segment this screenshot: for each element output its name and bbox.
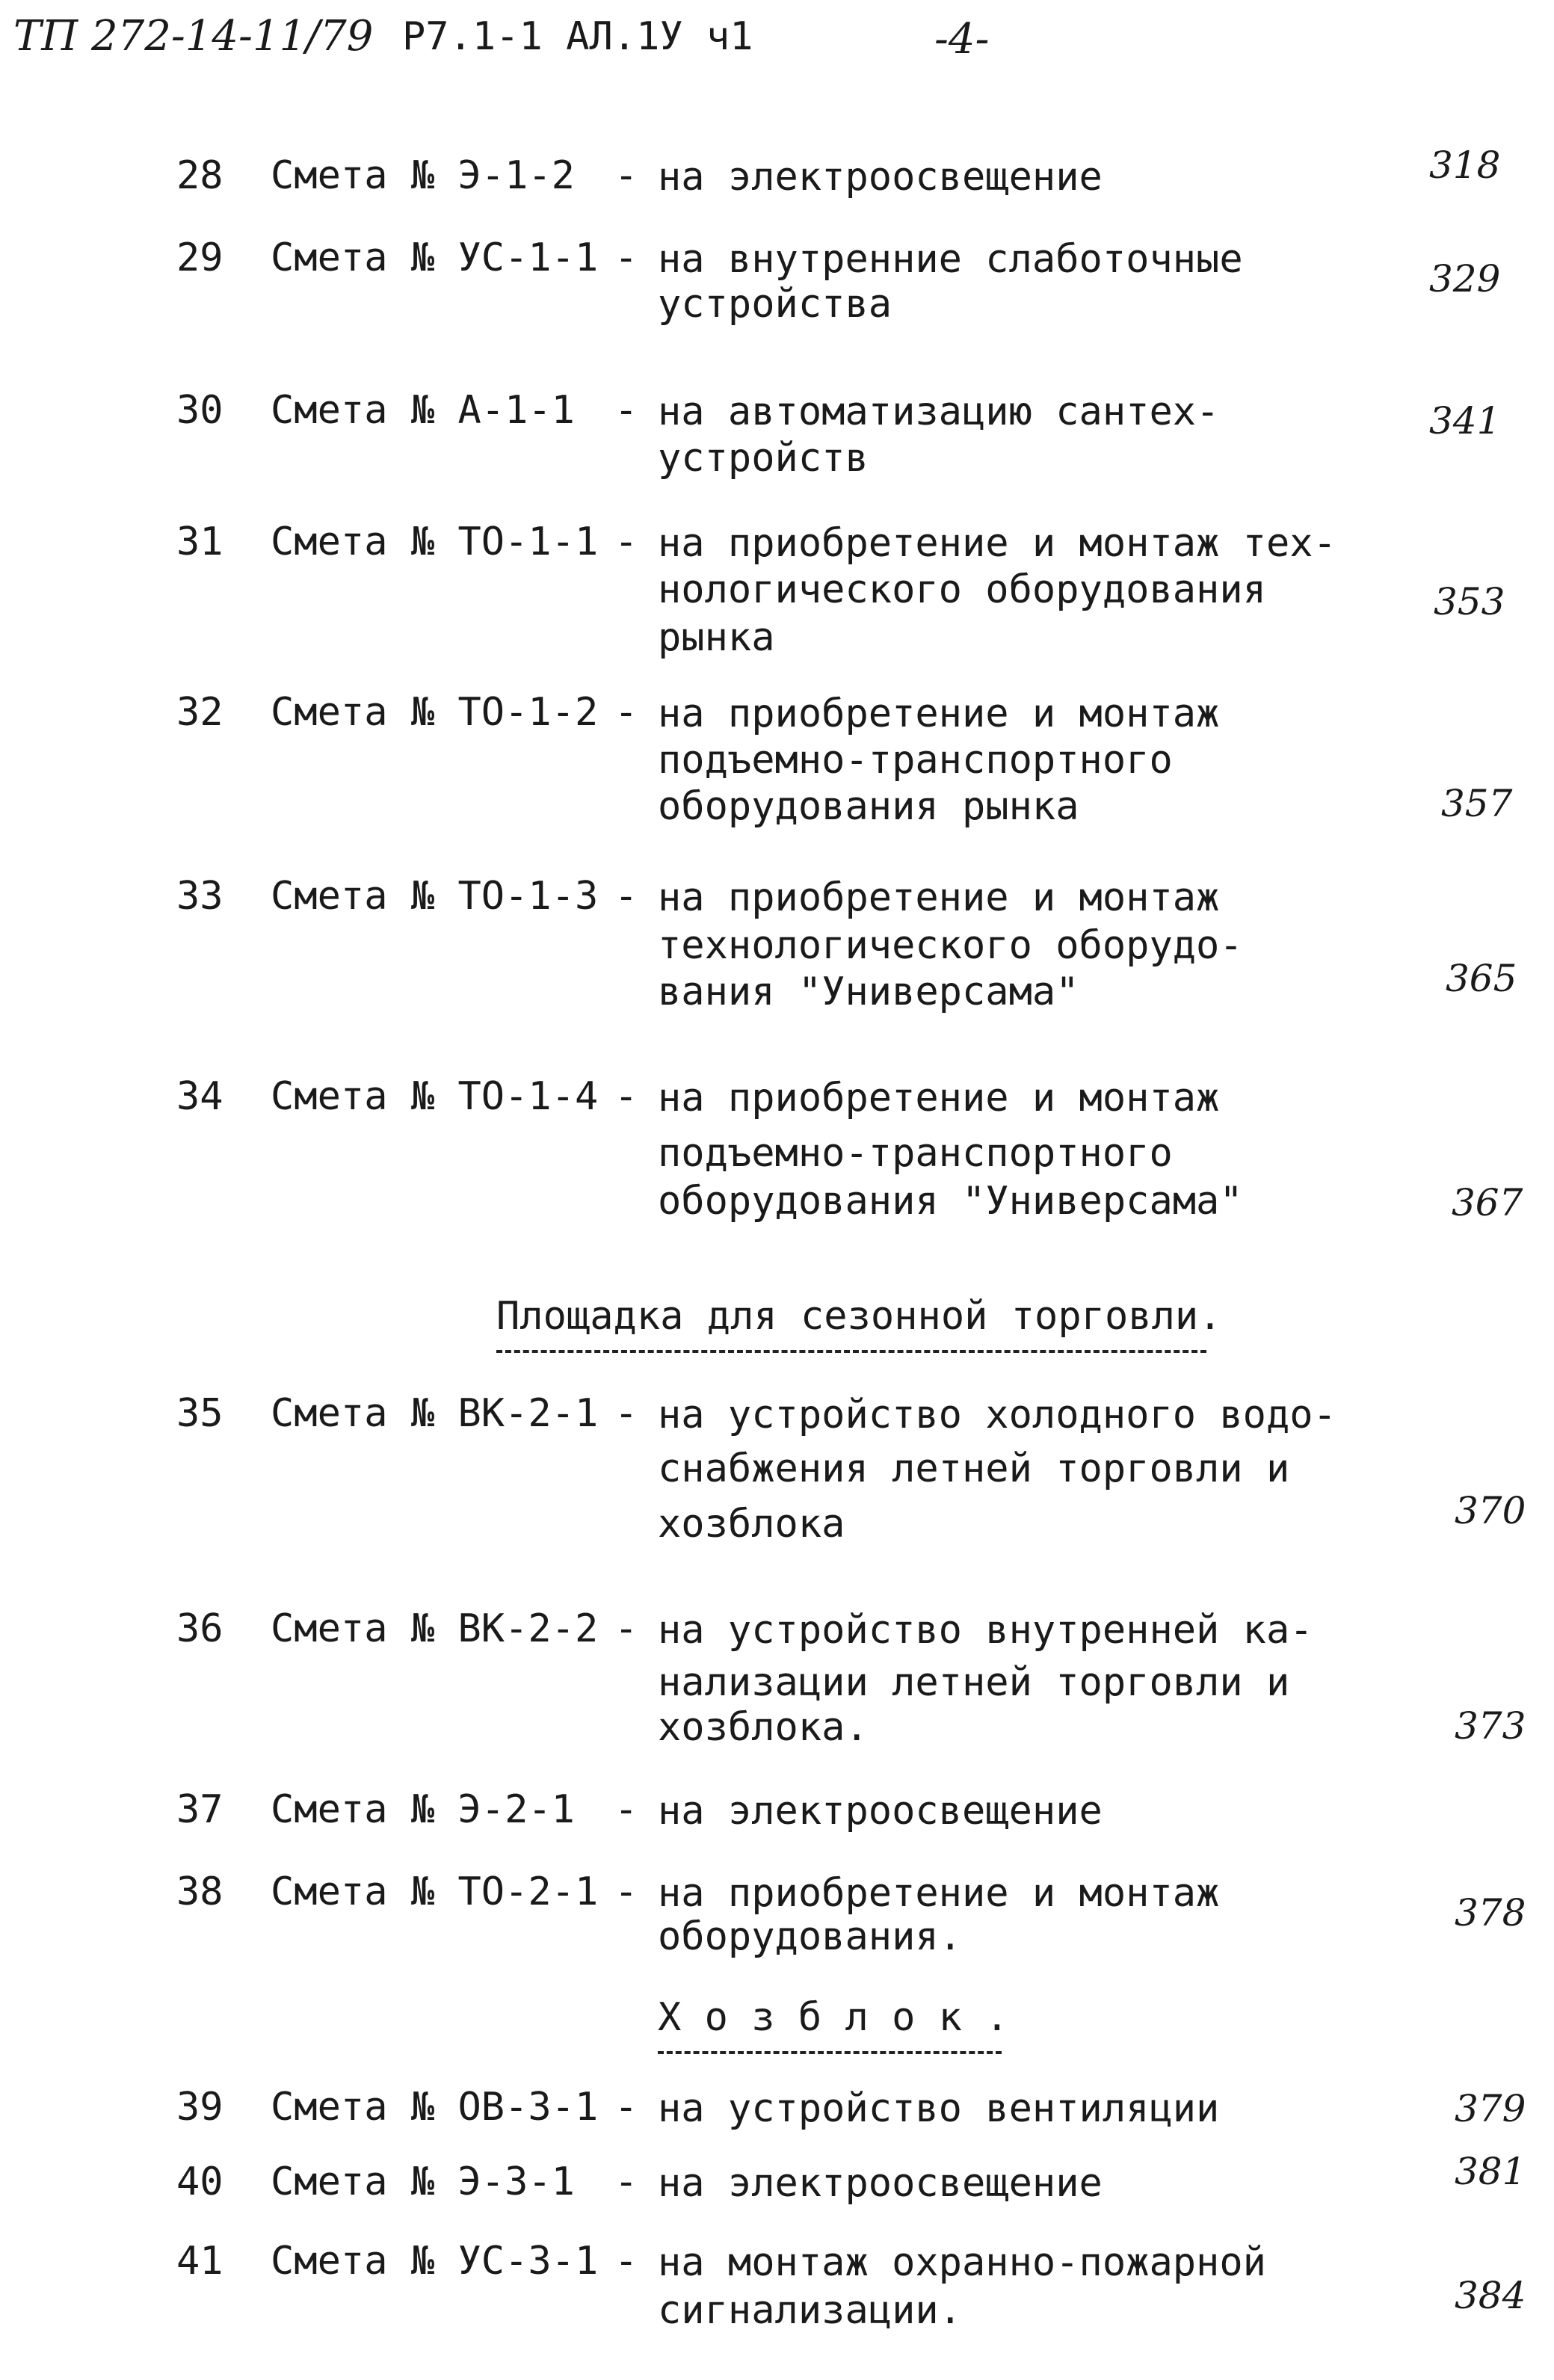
section-underline — [658, 2051, 1002, 2054]
item-dash: - — [614, 1869, 638, 1914]
estimate-label: Смета № ТО-1-1 — [271, 520, 599, 564]
item-dash: - — [614, 2159, 638, 2204]
item-description: на устройство внутренней ка- — [658, 1608, 1313, 1653]
item-number: 41 — [176, 2239, 223, 2284]
item-description: оборудования. — [658, 1914, 962, 1959]
item-description: рынка — [658, 615, 775, 660]
estimate-label: Смета № ТО-1-2 — [271, 690, 599, 735]
item-description: подъемно-транспортного — [658, 738, 1173, 783]
item-number: 37 — [176, 1787, 223, 1832]
item-number: 35 — [176, 1391, 223, 1436]
item-description: на приобретение и монтаж — [658, 691, 1220, 736]
item-description: снабжения летней торговли и — [658, 1446, 1290, 1491]
estimate-label: Смета № А-1-1 — [271, 388, 575, 433]
item-description: нологического оборудования — [658, 567, 1266, 612]
section-underline — [496, 1350, 1206, 1353]
estimate-label: Смета № ТО-1-3 — [271, 874, 599, 919]
item-dash: - — [614, 2239, 638, 2284]
item-dash: - — [614, 690, 638, 735]
item-page: 353 — [1434, 580, 1505, 623]
item-page: 378 — [1455, 1891, 1526, 1934]
item-description: хозблока — [658, 1502, 845, 1547]
item-dash: - — [614, 520, 638, 564]
item-dash: - — [614, 1787, 638, 1832]
estimate-label: Смета № УС-1-1 — [271, 235, 599, 280]
item-number: 34 — [176, 1074, 223, 1119]
item-dash: - — [614, 1391, 638, 1436]
estimate-label: Смета № Э-2-1 — [271, 1787, 575, 1832]
item-number: 29 — [176, 235, 223, 280]
item-number: 32 — [176, 690, 223, 735]
estimate-label: Смета № ТО-1-4 — [271, 1074, 599, 1119]
item-description: устройства — [658, 282, 892, 327]
estimate-label: Смета № ВК-2-2 — [271, 1606, 599, 1651]
item-description: сигнализации. — [658, 2288, 962, 2333]
item-number: 30 — [176, 388, 223, 433]
item-description: вания "Универсама" — [658, 969, 1079, 1014]
item-number: 39 — [176, 2085, 223, 2130]
item-dash: - — [614, 1074, 638, 1119]
item-dash: - — [614, 388, 638, 433]
item-description: на приобретение и монтаж — [658, 1076, 1220, 1120]
item-description: технологического оборудо- — [658, 923, 1243, 968]
item-description: на электроосвещение — [658, 155, 1103, 200]
document-code: ТП 272-14-11/79 — [13, 12, 374, 61]
item-dash: - — [614, 153, 638, 198]
item-number: 28 — [176, 153, 223, 198]
estimate-label: Смета № ОВ-3-1 — [271, 2085, 599, 2130]
item-description: оборудования "Универсама" — [658, 1179, 1243, 1224]
item-dash: - — [614, 1606, 638, 1651]
item-description: нализации летней торговли и — [658, 1660, 1290, 1705]
item-description: хозблока. — [658, 1705, 869, 1750]
item-page: 384 — [1455, 2274, 1526, 2317]
estimate-label: Смета № ВК-2-1 — [271, 1391, 599, 1436]
item-dash: - — [614, 874, 638, 919]
item-page: 367 — [1452, 1181, 1523, 1224]
item-page: 318 — [1429, 144, 1501, 187]
item-page: 370 — [1455, 1489, 1526, 1532]
item-number: 38 — [176, 1869, 223, 1914]
item-page: 381 — [1455, 2150, 1526, 2193]
item-description: на автоматизацию сантех- — [658, 389, 1220, 434]
item-dash: - — [614, 2085, 638, 2130]
item-description: на приобретение и монтаж — [658, 1871, 1220, 1916]
item-description: на электроосвещение — [658, 1789, 1103, 1834]
section-heading-hozblok: Х о з б л о к . — [658, 1995, 1009, 2040]
item-number: 33 — [176, 874, 223, 919]
item-description: на устройство вентиляции — [658, 2086, 1220, 2131]
item-description: на монтаж охранно-пожарной — [658, 2240, 1266, 2285]
item-description: на внутренние слаботочные — [658, 237, 1243, 282]
item-number: 36 — [176, 1606, 223, 1651]
page-number: -4- — [934, 15, 990, 64]
item-description: устройств — [658, 436, 869, 481]
document-reference: Р7.1-1 АЛ.1У ч1 — [402, 14, 753, 59]
item-description: на электроосвещение — [658, 2161, 1103, 2206]
item-dash: - — [614, 235, 638, 280]
item-page: 341 — [1429, 399, 1501, 443]
item-page: 329 — [1429, 257, 1501, 300]
item-description: на приобретение и монтаж тех- — [658, 521, 1336, 566]
item-number: 31 — [176, 520, 223, 564]
item-description: на устройство холодного водо- — [658, 1393, 1336, 1437]
item-page: 365 — [1446, 957, 1517, 1000]
estimate-label: Смета № ТО-2-1 — [271, 1869, 599, 1914]
estimate-label: Смета № Э-3-1 — [271, 2159, 575, 2204]
item-description: оборудования рынка — [658, 784, 1079, 829]
item-number: 40 — [176, 2159, 223, 2204]
item-page: 357 — [1441, 782, 1513, 825]
item-page: 373 — [1455, 1704, 1526, 1748]
item-description: подъемно-транспортного — [658, 1131, 1173, 1176]
section-heading-seasonal: Площадка для сезонной торговли. — [496, 1294, 1222, 1339]
estimate-label: Смета № УС-3-1 — [271, 2239, 599, 2284]
item-page: 379 — [1455, 2087, 1526, 2130]
item-description: на приобретение и монтаж — [658, 875, 1220, 920]
estimate-label: Смета № Э-1-2 — [271, 153, 575, 198]
